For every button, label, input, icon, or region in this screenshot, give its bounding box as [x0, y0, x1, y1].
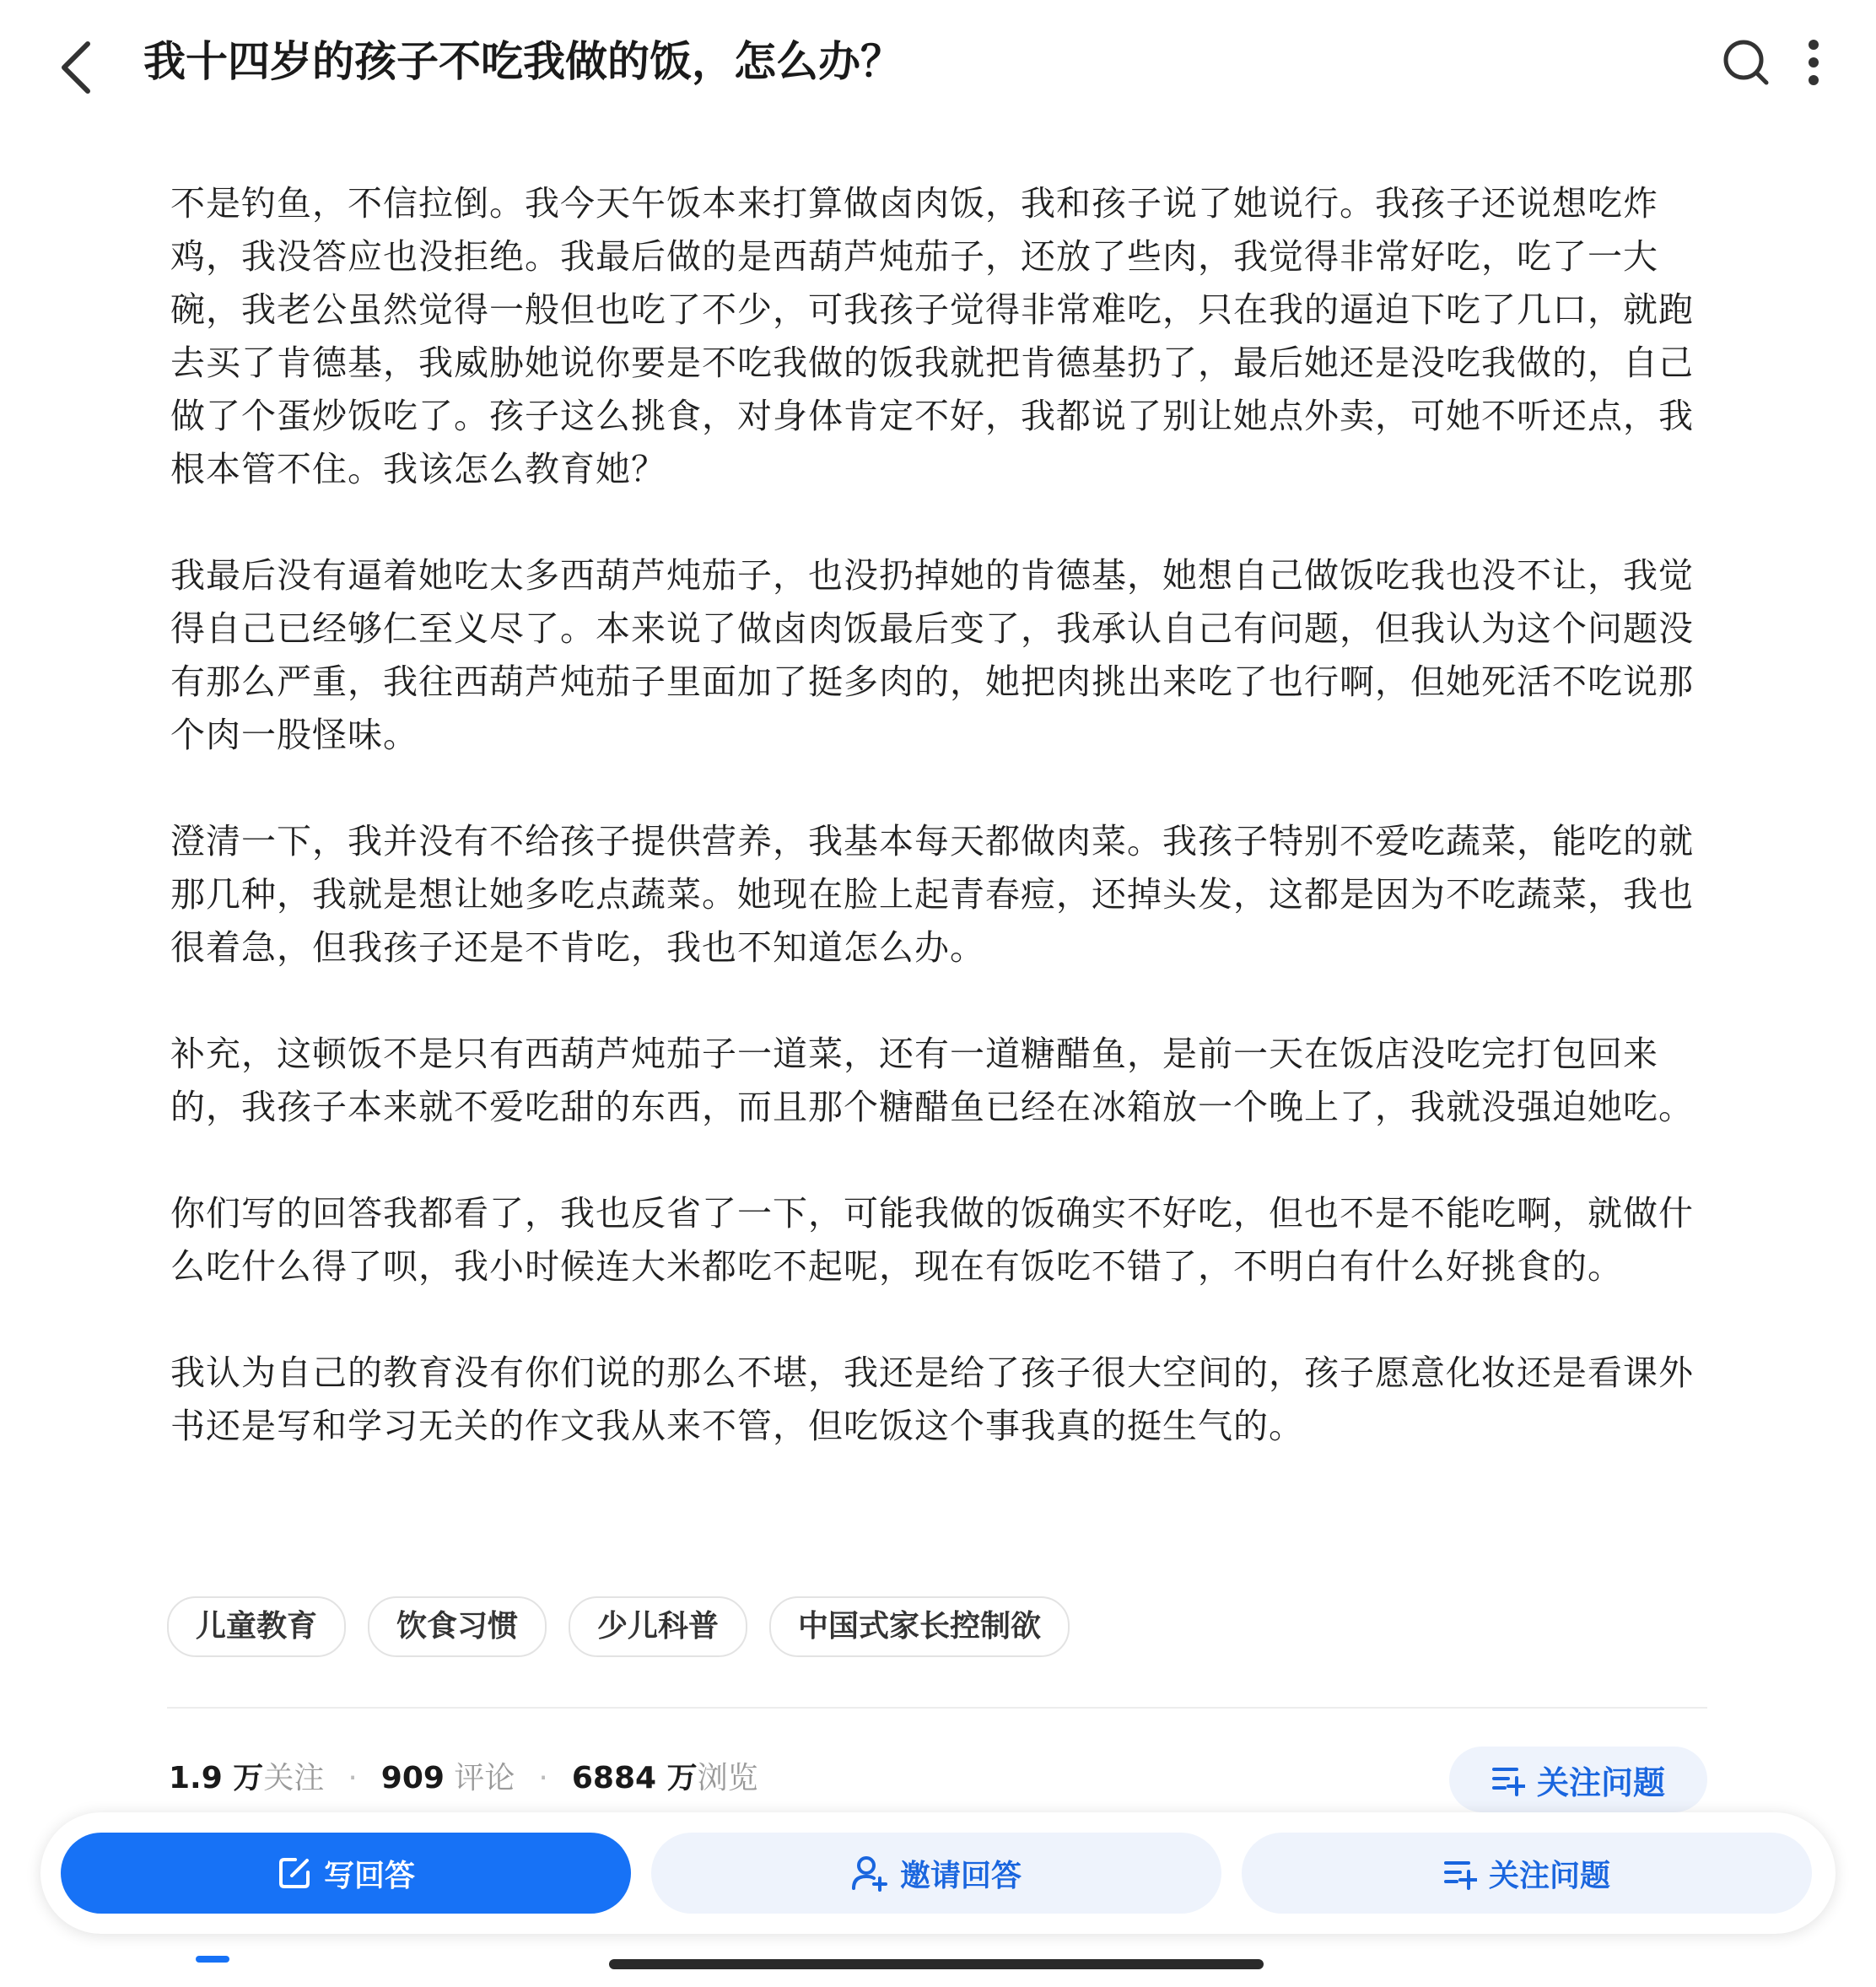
topic-tag[interactable]: 儿童教育: [167, 1596, 346, 1657]
search-icon: [1721, 37, 1771, 88]
divider: [167, 1707, 1707, 1709]
more-options-button[interactable]: [1788, 29, 1839, 96]
detail-paragraph: 澄清一下，我并没有不给孩子提供营养，我基本每天都做肉菜。我孩子特别不爱吃蔬菜，能吃的就那几种，我就是想让她多吃点蔬菜。她现在脸上起青春痘，还掉头发，这都是因为不吃蔬菜，我也很着急，但我孩子还是不肯吃，我也不知道怎么办。: [170, 821, 1694, 968]
question-stats: [169, 1755, 758, 1802]
followers-count: 1.9 万: [169, 1761, 264, 1795]
home-indicator[interactable]: [609, 1959, 1264, 1969]
more-vertical-icon: [1805, 39, 1822, 86]
views-count: 6884 万: [571, 1761, 698, 1795]
topic-tags: [167, 1596, 1070, 1657]
follow-question-bottom-button[interactable]: [1242, 1833, 1812, 1914]
follow-question-bottom-label: 关注问题: [1488, 1858, 1610, 1893]
bottom-action-bar: [40, 1812, 1836, 1934]
detail-paragraph: 你们写的回答我都看了，我也反省了一下，可能我做的饭确实不好吃，但也不是不能吃啊，就做什么吃什么得了呗，我小时候连大米都吃不起呢，现在有饭吃不错了，不明白有什么好挑食的。: [170, 1193, 1694, 1287]
question-detail: [170, 177, 1714, 1506]
detail-paragraph: 补充，这顿饭不是只有西葫芦炖茄子一道菜，还有一道糖醋鱼，是前一天在饭店没吃完打包回来的，我孩子本来就不爱吃甜的东西，而且那个糖醋鱼已经在冰箱放一个晚上了，我就没强迫她吃。: [170, 1034, 1694, 1127]
invite-answer-label: 邀请回答: [899, 1858, 1022, 1893]
follow-list-plus-icon: [1443, 1856, 1477, 1890]
user-plus-icon: [851, 1855, 888, 1892]
follow-question-button[interactable]: [1449, 1747, 1707, 1812]
invite-answer-button[interactable]: [651, 1833, 1221, 1914]
stats-separator: ·: [348, 1761, 358, 1795]
follow-list-plus-icon: [1491, 1763, 1525, 1796]
topic-tag[interactable]: 中国式家长控制欲: [769, 1596, 1070, 1657]
stats-separator: ·: [538, 1761, 548, 1795]
write-answer-button[interactable]: [61, 1833, 631, 1914]
search-button[interactable]: [1712, 29, 1780, 96]
page-title: 我十四岁的孩子不吃我做的饭，怎么办？: [143, 37, 903, 86]
topic-tag[interactable]: 少儿科普: [569, 1596, 747, 1657]
top-bar: [0, 0, 1876, 127]
detail-paragraph: 不是钓鱼，不信拉倒。我今天午饭本来打算做卤肉饭，我和孩子说了她说行。我孩子还说想吃炸鸡，我没答应也没拒绝。我最后做的是西葫芦炖茄子，还放了些肉，我觉得非常好吃，吃了一大碗，我老公虽然觉得一般但也吃了不少，可我孩子觉得非常难吃，只在我的逼迫下吃了几口，就跑去买了肯德基，我威胁她说你要是不吃我做的饭我就把肯德基扔了，最后她还是没吃我做的，自己做了个蛋炒饭吃了。孩子这么挑食，对身体肯定不好，我都说了别让她点外卖，可她不听还点，我根本管不住。我该怎么教育她？: [170, 183, 1694, 489]
edit-icon: [277, 1855, 312, 1891]
detail-paragraph: 我最后没有逼着她吃太多西葫芦炖茄子，也没扔掉她的肯德基，她想自己做饭吃我也没不让，我觉得自己已经够仁至义尽了。本来说了做卤肉饭最后变了，我承认自己有问题，但我认为这个问题没有那么严重，我往西葫芦炖茄子里面加了挺多肉的，她把肉挑出来吃了也行啊，但她死活不吃说那个肉一股怪味。: [170, 555, 1694, 755]
back-button[interactable]: [42, 34, 110, 101]
comments-label[interactable]: 评论: [454, 1761, 515, 1795]
chevron-left-icon: [59, 40, 93, 94]
write-answer-label: 写回答: [323, 1858, 415, 1893]
tab-indicator: [196, 1956, 229, 1963]
topic-tag[interactable]: 饮食习惯: [368, 1596, 547, 1657]
views-label: 浏览: [697, 1761, 758, 1795]
followers-label: 关注: [263, 1761, 325, 1795]
detail-paragraph: 我认为自己的教育没有你们说的那么不堪，我还是给了孩子很大空间的，孩子愿意化妆还是看课外书还是写和学习无关的作文我从来不管，但吃饭这个事我真的挺生气的。: [170, 1353, 1694, 1446]
follow-question-label: 关注问题: [1536, 1763, 1665, 1801]
comments-count: 909: [380, 1761, 445, 1795]
